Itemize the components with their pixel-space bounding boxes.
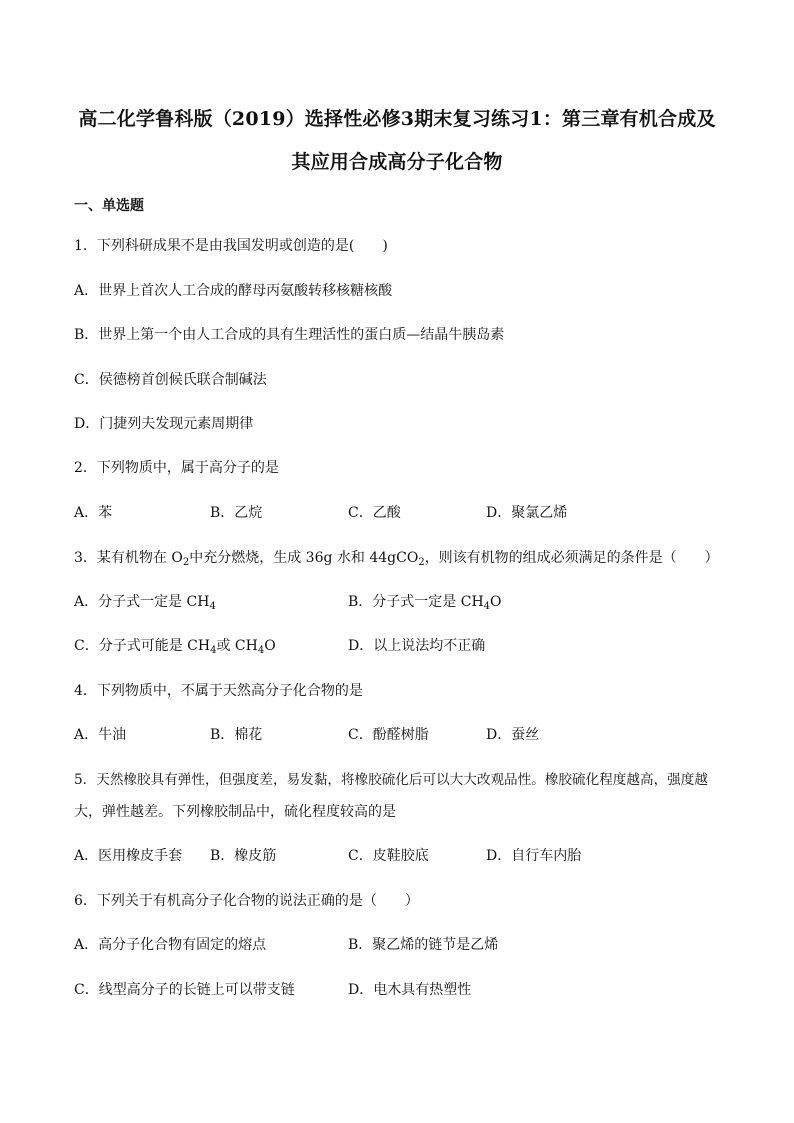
q2-stem: 2．下列物质中，属于高分子的是: [74, 460, 279, 476]
doc-title-line1: 高二化学鲁科版（2019）选择性必修3期末复习练习1：第三章有机合成及: [78, 108, 716, 130]
q3-option-a: A．分子式一定是 $CH_4$: [74, 594, 216, 612]
q3-option-d: D．以上说法均不正确: [348, 638, 486, 654]
q4-option-d: D．蚕丝: [486, 727, 540, 743]
q1-option-d: D．门捷列夫发现元素周期律: [74, 416, 254, 432]
doc-title-line2: 其应用合成高分子化合物: [291, 151, 503, 173]
q1-stem: 1．下列科研成果不是由我国发明或创造的是( ): [74, 238, 388, 254]
q5-option-b: B．橡皮筋: [210, 848, 277, 864]
q3-option-b: B．分子式一定是 $CH_4O$: [348, 594, 502, 612]
q6-option-c: C．线型高分子的长链上可以带支链: [74, 982, 295, 998]
q4-option-b: B．棉花: [210, 727, 263, 743]
q5-option-d: D．自行车内胎: [486, 848, 582, 864]
q6-option-b: B．聚乙烯的链节是乙烯: [348, 937, 499, 953]
q1-option-c: C．侯德榜首创候氏联合制碱法: [74, 372, 267, 388]
q5-option-c: C．皮鞋胶底: [348, 848, 429, 864]
q1-option-a: A．世界上首次人工合成的酵母丙氨酸转移核糖核酸: [74, 283, 393, 299]
q5-stem-line2: 大，弹性越差。下列橡胶制品中，硫化程度较高的是: [74, 804, 396, 820]
q5-stem-line1: 5．天然橡胶具有弹性，但强度差，易发黏，将橡胶硫化后可以大大改观品性。橡胶硫化程度越高，强度越: [74, 772, 708, 788]
q1-option-b: B．世界上第一个由人工合成的具有生理活性的蛋白质—结晶牛胰岛素: [74, 327, 505, 343]
q6-option-a: A．高分子化合物有固定的熔点: [74, 937, 267, 953]
q4-option-a: A．牛油: [74, 727, 127, 743]
q5-option-a: A．医用橡皮手套: [74, 848, 183, 864]
q2-option-d: D．聚氯乙烯: [486, 505, 568, 521]
q3-option-c: C．分子式可能是 $CH_4$或 $CH_4O$: [74, 638, 276, 656]
q6-option-d: D．电木具有热塑性: [348, 982, 472, 998]
q2-option-c: C．乙酸: [348, 505, 401, 521]
q3-stem: 3．某有机物在 $O_2$中充分燃烧，生成 36g 水和 44gCO$_2$，则该有机物的组成必须满足的条件是（ ）: [74, 550, 719, 568]
section-heading: 一、单选题: [74, 198, 144, 214]
q6-stem: 6．下列关于有机高分子化合物的说法正确的是（ ）: [74, 893, 419, 909]
q4-stem: 4．下列物质中，不属于天然高分子化合物的是: [74, 683, 363, 699]
q2-option-b: B．乙烷: [210, 505, 263, 521]
q4-option-c: C．酚醛树脂: [348, 727, 429, 743]
q2-option-a: A．苯: [74, 505, 113, 521]
